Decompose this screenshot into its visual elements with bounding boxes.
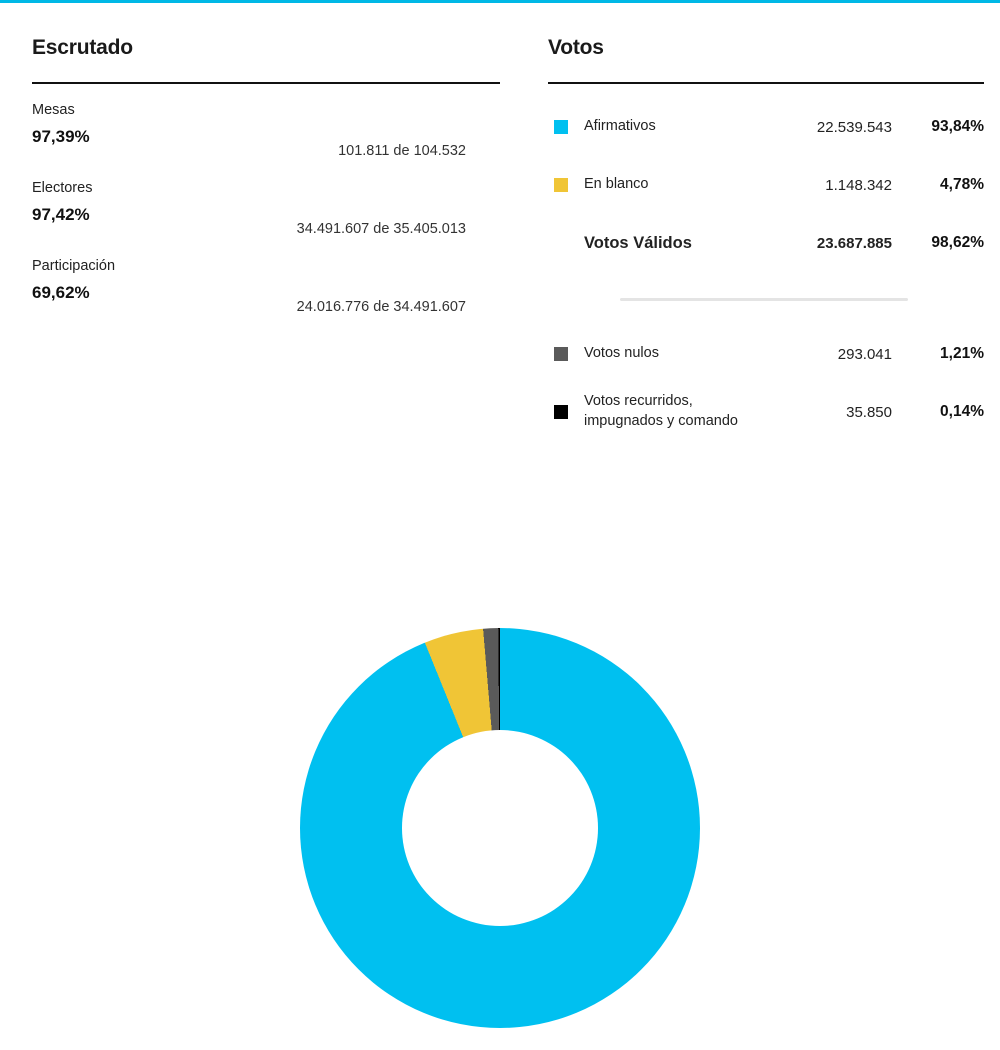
escrutado-title: Escrutado — [32, 36, 133, 59]
vote-count: 35.850 — [846, 403, 892, 421]
vote-count: 22.539.543 — [816, 118, 892, 136]
legend-swatch-votos-nulos — [554, 347, 568, 361]
escrutado-divider — [32, 82, 500, 84]
vote-label: Votos Válidos — [584, 233, 692, 252]
vote-percent: 93,84% — [931, 118, 984, 135]
stat-percent: 69,62% — [32, 283, 90, 303]
summary-columns — [0, 36, 1000, 441]
vote-row — [548, 325, 984, 383]
donut-hole — [402, 730, 598, 926]
votes-table — [548, 98, 984, 441]
vote-count: 293.041 — [837, 345, 892, 363]
stat-percent: 97,42% — [32, 205, 90, 225]
donut-ring — [300, 628, 700, 1028]
escrutado-panel — [0, 36, 500, 441]
stat-mesas — [32, 102, 500, 162]
accent-top-rule — [0, 0, 1000, 3]
vote-row-total — [548, 214, 984, 272]
legend-swatch-afirmativos — [554, 120, 568, 134]
vote-count: 23.687.885 — [816, 234, 892, 252]
stat-label: Participación — [32, 258, 116, 274]
stat-electores — [32, 180, 500, 240]
vote-label: Afirmativos — [584, 118, 656, 135]
vote-percent: 98,62% — [931, 234, 984, 251]
stat-detail: 24.016.776 de 34.491.607 — [296, 299, 466, 315]
stat-label: Electores — [32, 180, 93, 196]
votos-panel — [500, 36, 1000, 441]
stat-detail: 101.811 de 104.532 — [338, 143, 466, 159]
vote-row — [548, 98, 984, 156]
legend-swatch-placeholder — [554, 236, 568, 250]
vote-label: Votos nulos — [584, 345, 659, 362]
stat-label: Mesas — [32, 102, 75, 118]
votes-donut-chart — [0, 628, 1000, 1028]
stat-participacion — [32, 258, 500, 318]
legend-swatch-votos-recurridos — [554, 405, 568, 419]
vote-count: 1.148.342 — [825, 176, 892, 194]
votos-divider — [548, 82, 984, 84]
vote-label: En blanco — [584, 176, 649, 193]
vote-percent: 0,14% — [940, 403, 984, 420]
stat-percent: 97,39% — [32, 127, 90, 147]
vote-row — [548, 383, 984, 441]
vote-label: Votos recurridos, impugnados y comando — [584, 393, 738, 429]
legend-swatch-en-blanco — [554, 178, 568, 192]
vote-percent: 1,21% — [940, 345, 984, 362]
vote-row — [548, 156, 984, 214]
votos-title: Votos — [548, 36, 604, 59]
stat-detail: 34.491.607 de 35.405.013 — [296, 221, 466, 237]
votes-section-divider — [620, 298, 908, 301]
vote-percent: 4,78% — [940, 176, 984, 193]
